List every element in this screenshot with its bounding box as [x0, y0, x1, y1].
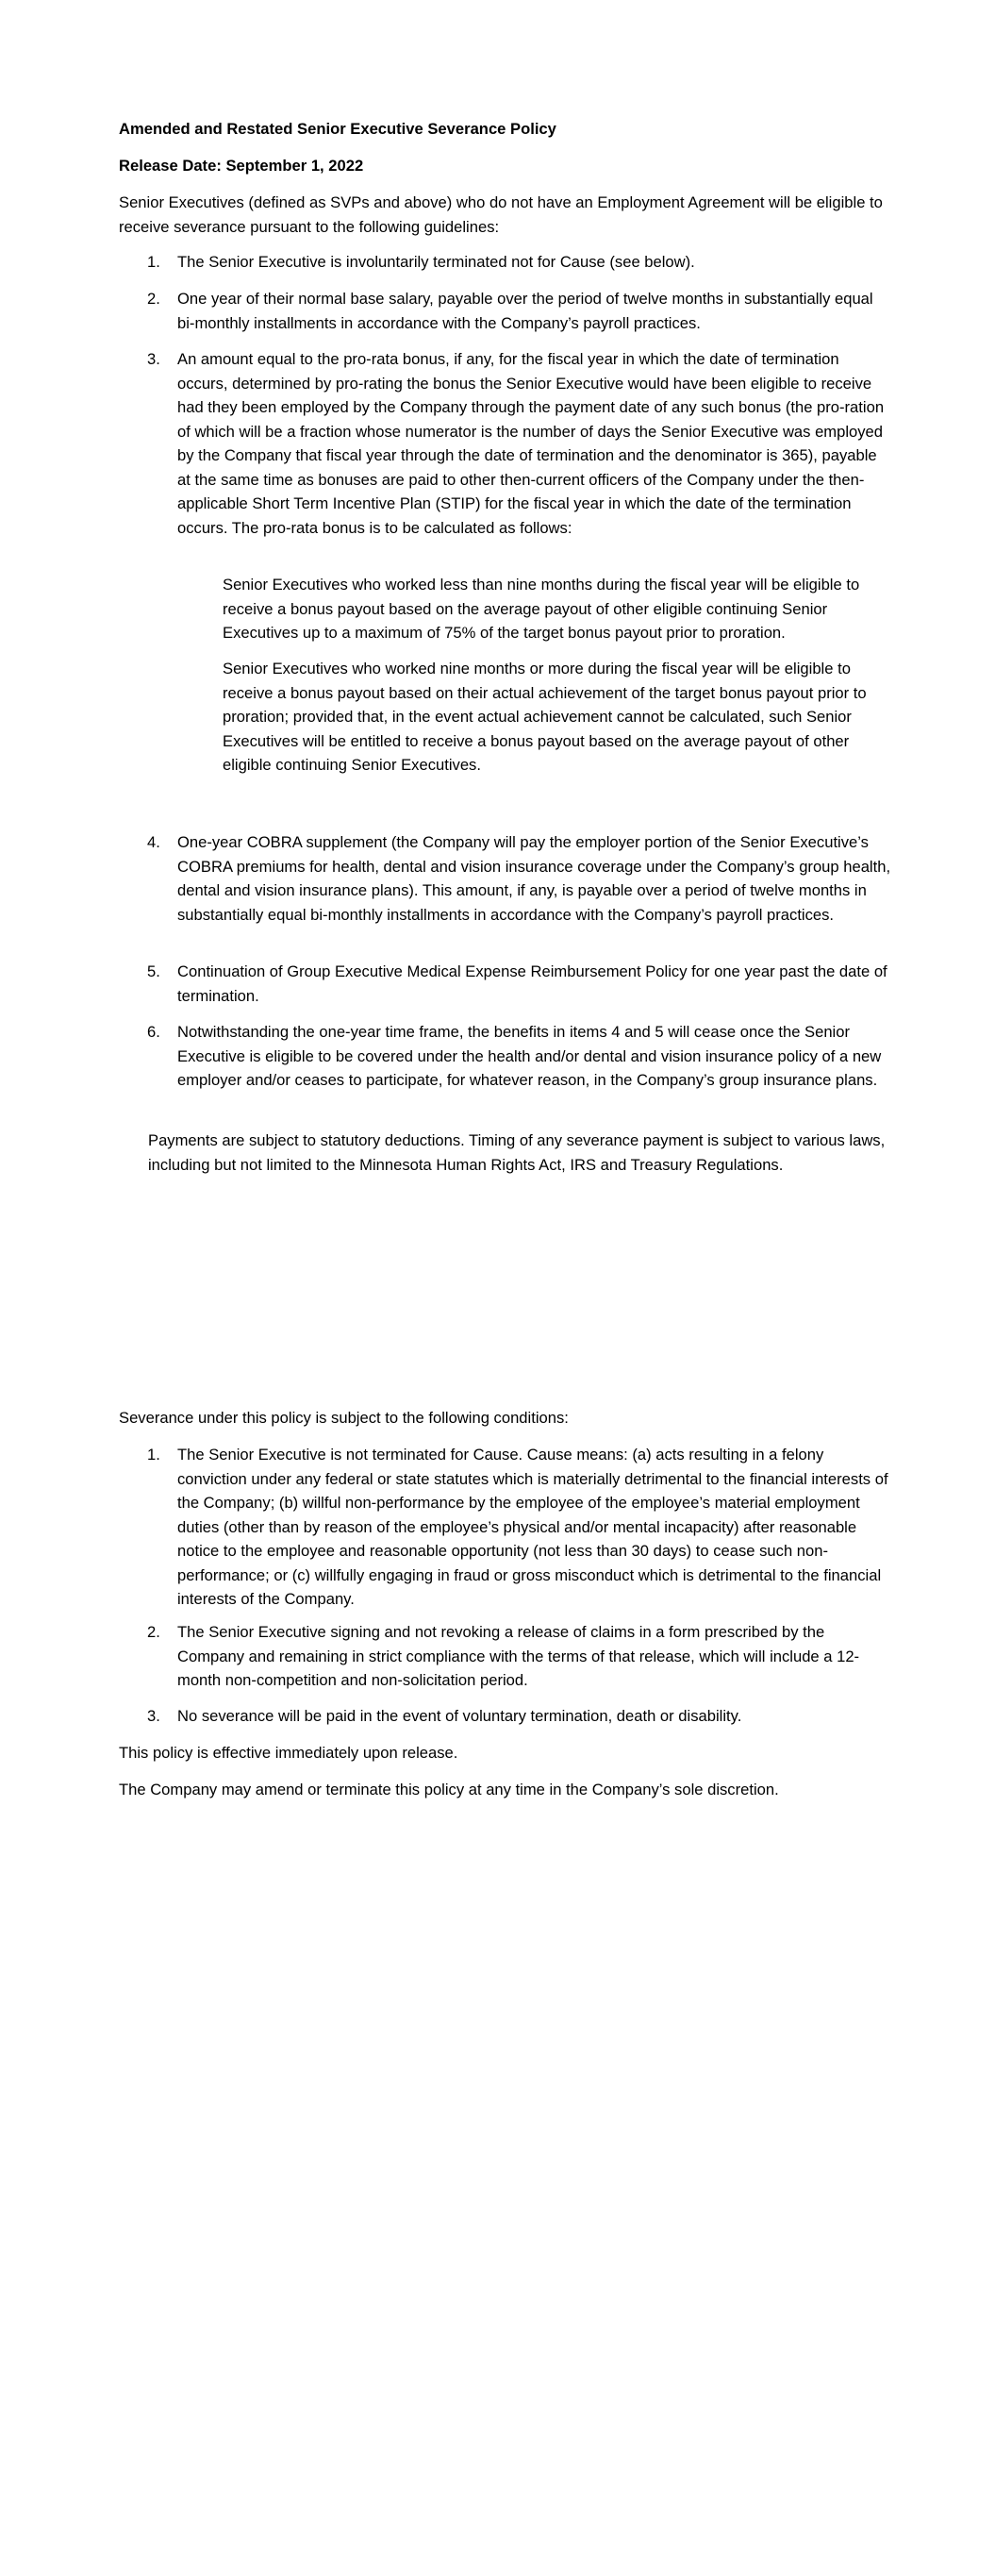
- list-text: One-year COBRA supplement (the Company will pay the employer portion of the Senior Executive’s COBRA premiums for health, dental and vision insurance coverage under the Company’s group health, dental and vision insurance plans). This amount, if any, is payable over a period of twelve months in substantially equal bi-monthly installments in accordance with the Company’s payroll practices.: [177, 833, 891, 924]
- effective-note: This policy is effective immediately upon release.: [119, 1744, 458, 1762]
- list-number: 3.: [147, 350, 160, 368]
- list-number: 4.: [147, 833, 160, 851]
- list-item: [119, 1443, 892, 1612]
- list-number: 1.: [147, 253, 160, 271]
- list-number: 2.: [147, 1623, 160, 1641]
- list-item: [119, 1620, 892, 1693]
- payments-note: Payments are subject to statutory deductions. Timing of any severance payment is subject to various laws, including but not limited to the Minnesota Human Rights Act, IRS and Treasury Regulations.: [148, 1131, 886, 1174]
- list-text: The Senior Executive is involuntarily terminated not for Cause (see below).: [177, 253, 695, 271]
- list-number: 6.: [147, 1023, 160, 1041]
- amend-note: The Company may amend or terminate this policy at any time in the Company’s sole discretion.: [119, 1781, 779, 1798]
- list-item: [119, 250, 892, 275]
- guidelines-item-2: [119, 287, 892, 335]
- list-text: The Senior Executive signing and not revoking a release of claims in a form prescribed by the Company and remaining in strict compliance with the terms of that release, which will include a 12-month non-competition and non-solicitation period.: [177, 1623, 860, 1689]
- list-number: 5.: [147, 962, 160, 980]
- conditions-intro: Severance under this policy is subject to the following conditions:: [119, 1409, 569, 1427]
- release-date: Release Date: September 1, 2022: [119, 157, 364, 175]
- list-item: [119, 960, 892, 1008]
- list-text: Continuation of Group Executive Medical Expense Reimbursement Policy for one year past the date of termination.: [177, 962, 887, 1005]
- guidelines-item-5: [119, 960, 892, 1008]
- list-text: One year of their normal base salary, payable over the period of twelve months in substantially equal bi-monthly installments in accordance with the Company’s payroll practices.: [177, 290, 873, 332]
- list-text: No severance will be paid in the event of voluntary termination, death or disability.: [177, 1707, 742, 1725]
- list-item: [119, 830, 892, 927]
- list-number: 2.: [147, 290, 160, 308]
- intro-paragraph: Senior Executives (defined as SVPs and above) who do not have an Employment Agreement will be eligible to receive severance pursuant to the following guidelines:: [119, 193, 883, 236]
- bonus-rule-2-block: [119, 657, 892, 778]
- conditions-item-3: [119, 1704, 892, 1729]
- conditions-item-1: [119, 1443, 892, 1612]
- list-text: Notwithstanding the one-year time frame, the benefits in items 4 and 5 will cease once the Senior Executive is eligible to be covered under the health and/or dental and vision insurance policy of a new employer and/or ceases to participate, for whatever reason, in the Company’s group insurance plans.: [177, 1023, 882, 1089]
- list-item: [119, 347, 892, 540]
- list-item: [119, 287, 892, 335]
- guidelines-item-4: [119, 830, 892, 927]
- bonus-rule: Senior Executives who worked less than nine months during the fiscal year will be eligible to receive a bonus payout based on the average payout of other eligible continuing Senior Executives up to a maximum of 75% of the target bonus payout prior to proration.: [223, 576, 860, 642]
- list-number: 3.: [147, 1707, 160, 1725]
- list-number: 1.: [147, 1446, 160, 1464]
- bonus-rule: Senior Executives who worked nine months or more during the fiscal year will be eligible to receive a bonus payout based on their actual achievement of the target bonus payout prior to proration; provided that, in the event actual achievement cannot be calculated, such Senior Executives will be entitled to receive a bonus payout based on the average payout of other eligible continuing Senior Executives.: [223, 660, 867, 774]
- policy-title: Amended and Restated Senior Executive Severance Policy: [119, 120, 556, 138]
- list-item: [119, 1020, 892, 1093]
- list-item: [119, 1704, 892, 1729]
- list-text: The Senior Executive is not terminated for Cause. Cause means: (a) acts resulting in a felony conviction under any federal or state statutes which is materially detrimental to the financial interests of the Company; (b) willful non-performance by the employee of the employee’s material employment duties (other than by reason of the employee’s physical and/or mental incapacity) after reasonable notice to the employee and reasonable opportunity (not less than 30 days) to cease such non-performance; or (c) willfully engaging in fraud or gross misconduct which is detrimental to the financial interests of the Company.: [177, 1446, 888, 1608]
- list-text: An amount equal to the pro-rata bonus, if any, for the fiscal year in which the date of termination occurs, determined by pro-rating the bonus the Senior Executive would have been eligible to receive had they been employed by the Company through the payment date of any such bonus (the pro-ration of which will be a fraction whose numerator is the number of days the Senior Executive was employed by the Company that fiscal year through the date of termination and the denominator is 365), payable at the same time as bonuses are paid to other then-current officers of the Company under the then-applicable Short Term Incentive Plan (STIP) for the fiscal year in which the date of the termination occurs. The pro-rata bonus is to be calculated as follows:: [177, 350, 885, 537]
- guidelines-item-3: [119, 347, 892, 540]
- guidelines-item-6: [119, 1020, 892, 1093]
- conditions-item-2: [119, 1620, 892, 1693]
- guidelines-list-top: [119, 250, 892, 275]
- bonus-rule-1-block: [119, 573, 892, 645]
